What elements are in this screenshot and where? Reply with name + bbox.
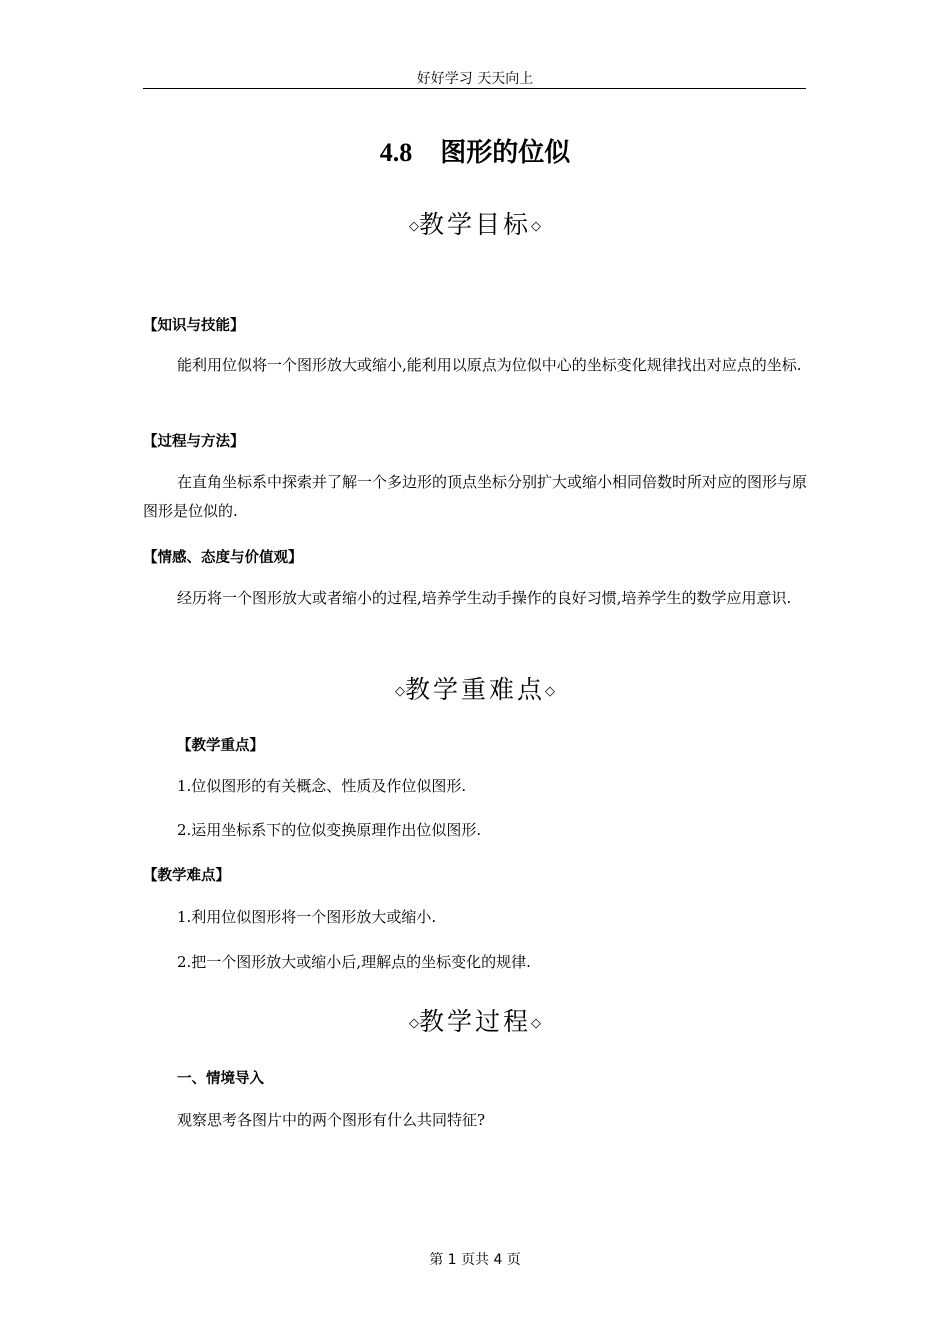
method-label: 【过程与方法】 bbox=[143, 434, 245, 450]
knowledge-label: 【知识与技能】 bbox=[143, 318, 245, 334]
section-heading-key-points: ◇教学重难点◇ bbox=[394, 675, 555, 704]
focus-item: 2.运用坐标系下的位似变换原理作出位似图形. bbox=[177, 821, 482, 839]
diamond-icon: ◇ bbox=[531, 219, 541, 234]
diamond-icon: ◇ bbox=[394, 684, 405, 699]
section-heading-process: ◇教学过程◇ bbox=[408, 1007, 541, 1036]
difficulty-item: 2.把一个图形放大或缩小后,理解点的坐标变化的规律. bbox=[177, 953, 531, 971]
intro-heading: 一、情境导入 bbox=[177, 1071, 264, 1087]
page-footer: 第 1 页共 4 页 bbox=[429, 1252, 521, 1268]
focus-label: 【教学重点】 bbox=[177, 738, 264, 754]
diamond-icon: ◇ bbox=[531, 1016, 541, 1031]
header-rule bbox=[143, 88, 806, 89]
emotion-text: 经历将一个图形放大或者缩小的过程,培养学生动手操作的良好习惯,培养学生的数学应用意识. bbox=[177, 589, 792, 607]
difficulty-item: 1.利用位似图形将一个图形放大或缩小. bbox=[177, 908, 437, 926]
difficulty-label: 【教学难点】 bbox=[143, 868, 230, 884]
knowledge-text: 能利用位似将一个图形放大或缩小,能利用以原点为位似中心的坐标变化规律找出对应点的坐标. bbox=[177, 356, 802, 374]
intro-text: 观察思考各图片中的两个图形有什么共同特征? bbox=[177, 1111, 486, 1129]
document-title bbox=[0, 132, 950, 169]
title-number: 4.8 bbox=[379, 138, 413, 167]
diamond-icon: ◇ bbox=[408, 1016, 419, 1031]
method-text: 在直角坐标系中探索并了解一个多边形的顶点坐标分别扩大或缩小相同倍数时所对应的图形与原图形是位似的. bbox=[143, 473, 808, 520]
diamond-icon: ◇ bbox=[545, 684, 555, 699]
title-text: 图形的位似 bbox=[440, 138, 571, 168]
section-heading-goals: ◇教学目标◇ bbox=[408, 210, 541, 239]
page-header: 好好学习 天天向上 bbox=[416, 71, 534, 87]
focus-item: 1.位似图形的有关概念、性质及作位似图形. bbox=[177, 777, 467, 795]
diamond-icon: ◇ bbox=[408, 219, 419, 234]
emotion-label: 【情感、态度与价值观】 bbox=[143, 550, 303, 566]
